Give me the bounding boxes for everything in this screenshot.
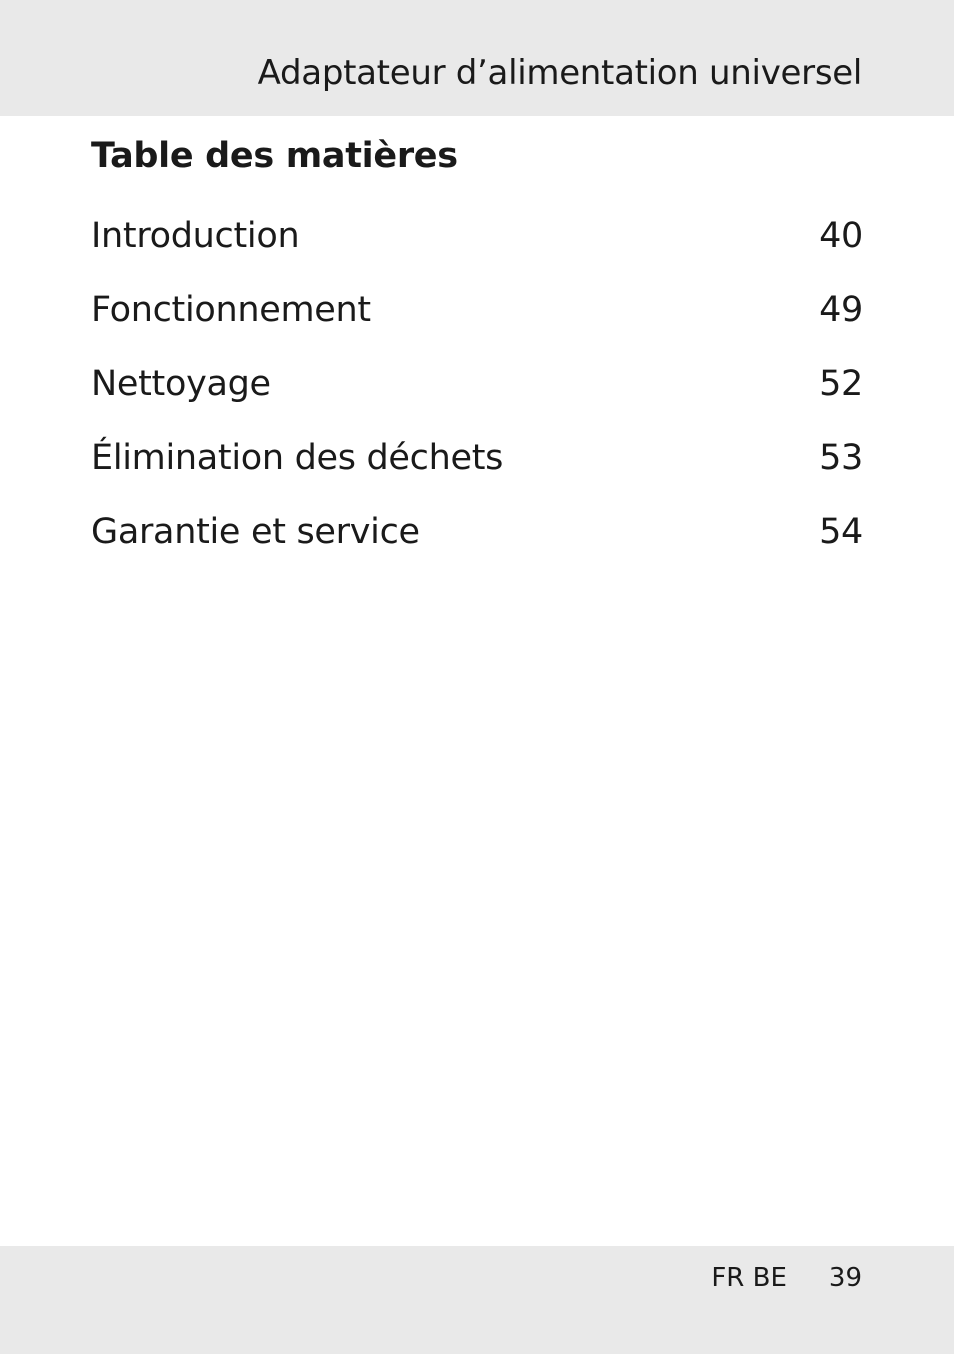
toc-entry-page: 52	[819, 364, 863, 404]
toc-entry-elimination[interactable]	[91, 434, 863, 508]
toc-entry-garantie[interactable]	[91, 508, 863, 582]
table-of-contents	[91, 212, 863, 582]
page-footer	[711, 1262, 862, 1294]
toc-entry-page: 40	[819, 216, 863, 256]
toc-heading: Table des matières	[91, 136, 458, 176]
toc-entry-label: Élimination des déchets	[91, 438, 504, 478]
toc-entry-label: Fonctionnement	[91, 290, 371, 330]
toc-entry-page: 53	[819, 438, 863, 478]
toc-entry-label: Nettoyage	[91, 364, 271, 404]
toc-entry-page: 49	[819, 290, 863, 330]
page-number: 39	[828, 1263, 862, 1293]
language-code: FR BE	[711, 1263, 787, 1293]
document-title: Adaptateur d’alimentation universel	[257, 53, 862, 93]
toc-entry-introduction[interactable]	[91, 212, 863, 286]
toc-entry-label: Garantie et service	[91, 512, 420, 552]
toc-entry-fonctionnement[interactable]	[91, 286, 863, 360]
toc-entry-label: Introduction	[91, 216, 300, 256]
toc-entry-page: 54	[819, 512, 863, 552]
toc-entry-nettoyage[interactable]	[91, 360, 863, 434]
